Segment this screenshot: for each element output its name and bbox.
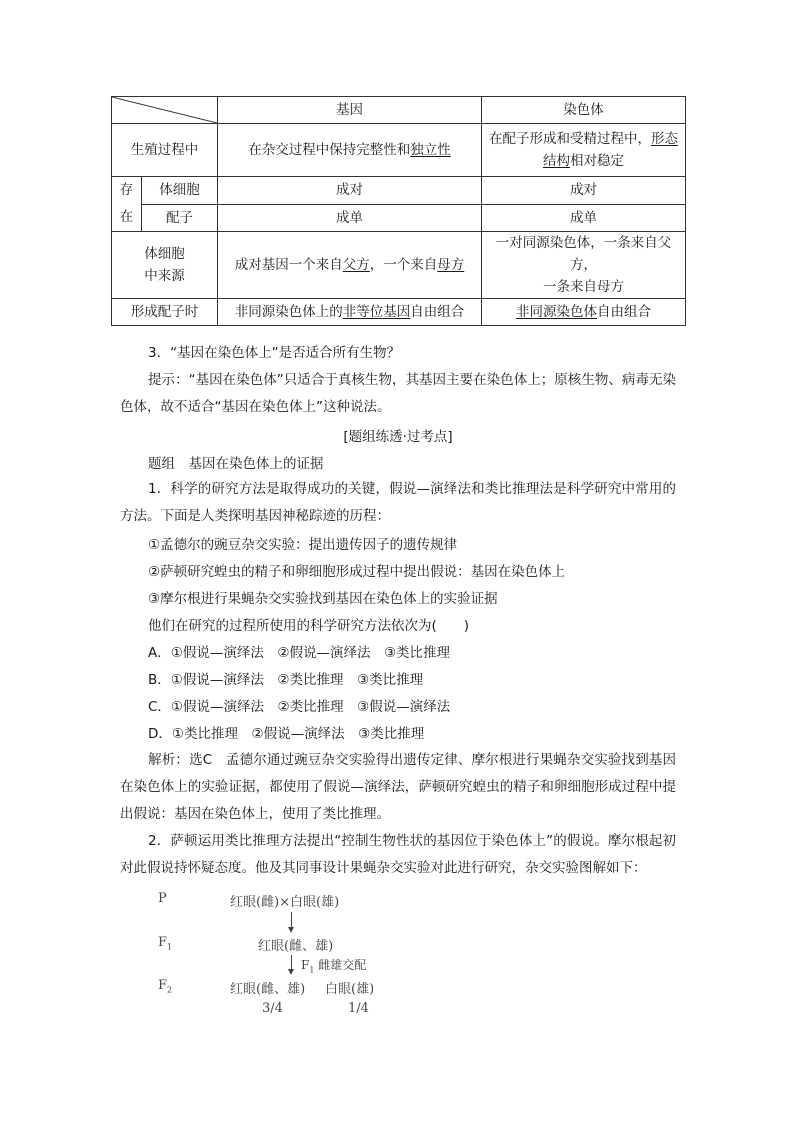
p-cross-text: 红眼(雌)×白眼(雄)	[230, 895, 340, 910]
option-d: D．①类比推理 ②假说—演绎法 ③类比推理	[148, 726, 425, 742]
header-gene: 基因	[218, 97, 482, 124]
option-c: C．①假说—演绎法 ②类比推理 ③假说—演绎法	[148, 699, 451, 715]
row-label-process: 生殖过程中	[112, 124, 218, 177]
problem-2-stem: 2．萨顿运用类比推理方法提出“控制生物性状的基因位于染色体上”的假说。摩尔根起初对此假说持怀疑态度。他及其同事设计果蝇杂交实验对此进行研究，杂交实验图解如下：	[120, 833, 676, 876]
problem-1-ask: 他们在研究的过程所使用的科学研究方法依次为( )	[148, 618, 470, 634]
row-label-exist: 存 在	[112, 177, 142, 232]
sublabel-somatic: 体细胞	[142, 177, 218, 205]
cell-chrom-process: 在配子形成和受精过程中，形态 结构相对稳定	[482, 124, 686, 177]
table-row	[112, 299, 686, 326]
f1-mating-label: $F_1$ 雌雄交配	[301, 958, 367, 975]
f2-white-eye: 白眼(雄)	[325, 982, 375, 997]
ratio-red: 3/4	[262, 1001, 283, 1016]
cell-gene-somatic: 成对	[218, 177, 482, 205]
cell-gene-source: 成对基因一个来自父方，一个来自母方	[218, 232, 482, 299]
table-row	[112, 177, 686, 205]
group-title: 题组 基因在染色体上的证据	[148, 456, 324, 472]
comparison-table	[111, 96, 686, 326]
question-3-hint: 提示：“基因在染色体”只适合于真核生物，其基因主要在染色体上；原核生物、病毒无染色体，故不适合“基因在染色体上”这种说法。	[120, 372, 676, 415]
f2-red-eye: 红眼(雌、雄)	[230, 982, 306, 997]
problem-1-stem: 1．科学的研究方法是取得成功的关键，假说—演绎法和类比推理法是科学研究中常用的方法。下面是人类探明基因神秘踪迹的历程：	[120, 481, 676, 524]
ratio-white: 1/4	[348, 1001, 369, 1016]
problem-1-item-1: ①孟德尔的豌豆杂交实验：提出遗传因子的遗传规律	[148, 537, 458, 553]
row-label-source: 体细胞 中来源	[112, 232, 218, 299]
table-row	[112, 124, 686, 177]
cell-chrom-gamete-formation: 非同源染色体自由组合	[482, 299, 686, 326]
option-b: B．①假说—演绎法 ②类比推理 ③类比推理	[148, 672, 424, 688]
question-3: 3．“基因在染色体上”是否适合所有生物？	[148, 345, 401, 361]
diagonal-header-cell	[112, 97, 218, 124]
generation-f2-label: $F_2$	[158, 978, 173, 995]
section-title: [题组练透·过考点]	[343, 429, 453, 445]
header-chromosome: 染色体	[482, 97, 686, 124]
diagonal-line	[112, 97, 217, 123]
cell-gene-process: 在杂交过程中保持完整性和独立性	[218, 124, 482, 177]
option-a: A．①假说—演绎法 ②假说—演绎法 ③类比推理	[148, 645, 451, 661]
problem-1-item-2: ②萨顿研究蝗虫的精子和卵细胞形成过程中提出假说：基因在染色体上	[148, 564, 566, 580]
cell-gene-gamete-formation: 非同源染色体上的非等位基因自由组合	[218, 299, 482, 326]
f1-text: 红眼(雌、雄)	[258, 939, 334, 954]
row-label-gamete: 形成配子时	[112, 299, 218, 326]
table-row	[112, 232, 686, 299]
cell-chrom-somatic: 成对	[482, 177, 686, 205]
cell-chrom-source: 一对同源染色体，一条来自父方， 一条来自母方	[482, 232, 686, 299]
table-row	[112, 204, 686, 232]
problem-1-item-3: ③摩尔根进行果蝇杂交实验找到基因在染色体上的实验证据	[148, 591, 498, 607]
arrow-down-icon	[291, 955, 292, 970]
cell-chrom-gamete: 成单	[482, 204, 686, 232]
generation-f1-label: $F_1$	[158, 935, 173, 952]
sublabel-gamete: 配子	[142, 204, 218, 232]
arrow-down-icon	[291, 912, 292, 928]
table-header-row	[112, 97, 686, 124]
cell-gene-gamete: 成单	[218, 204, 482, 232]
generation-p-label: P	[158, 891, 167, 906]
problem-1-analysis: 解析：选C 孟德尔通过豌豆杂交实验得出遗传定律、摩尔根进行果蝇杂交实验找到基因在染色体上的实验证据，都使用了假说—演绎法，萨顿研究蝗虫的精子和卵细胞形成过程中提出假说：基因在染色体上，使用了类比推理。	[120, 752, 676, 822]
